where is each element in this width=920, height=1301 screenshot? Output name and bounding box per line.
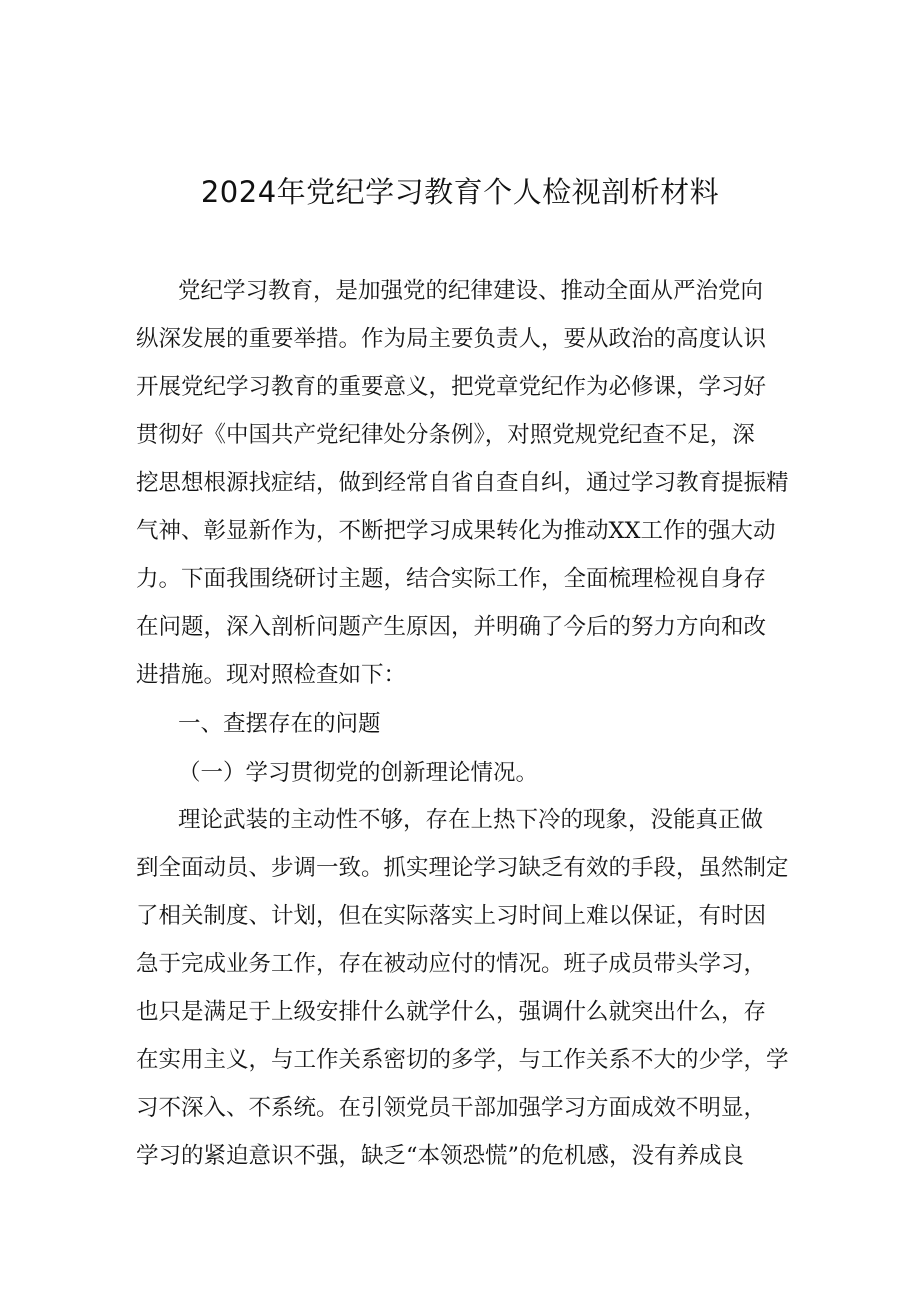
paragraph-line: 理论武装的主动性不够，存在上热下冷的现象，没能真正做 [178, 807, 764, 833]
paragraph-line: 纵深发展的重要举措。作为局主要负责人，要从政治的高度认识 [136, 326, 767, 352]
paragraph-line: 力。下面我围绕研讨主题，结合实际工作，全面梳理检视自身存 [136, 566, 767, 592]
paragraph-line: 开展党纪学习教育的重要意义，把党章党纪作为必修课，学习好 [136, 374, 767, 400]
paragraph-line: 学习的紧迫意识不强，缺乏“本领恐慌”的危机感，没有养成良 [136, 1143, 745, 1169]
paragraph-line: 在问题，深入剖析问题产生原因，并明确了今后的努力方向和改 [136, 614, 767, 640]
subsection-heading: （一）学习贯彻党的创新理论情况。 [178, 760, 539, 786]
document-title: 2024年党纪学习教育个人检视剖析材料 [200, 175, 720, 209]
paragraph-line: 党纪学习教育，是加强党的纪律建设、推动全面从严治党向 [178, 278, 764, 304]
paragraph-line: 进措施。现对照检查如下： [136, 662, 407, 688]
paragraph-line: 习不深入、不系统。在引领党员干部加强学习方面成效不明显， [136, 1095, 767, 1121]
paragraph-line: 在实用主义，与工作关系密切的多学，与工作关系不大的少学，学 [136, 1047, 789, 1073]
paragraph-line: 贯彻好《中国共产党纪律处分条例》，对照党规党纪查不足，深 [136, 422, 755, 448]
paragraph-line: 急于完成业务工作，存在被动应付的情况。班子成员带头学习， [136, 951, 767, 977]
paragraph-line: 了相关制度、计划，但在实际落实上习时间上难以保证，有时因 [136, 903, 767, 929]
section-heading: 一、查摆存在的问题 [178, 711, 381, 737]
paragraph-line: 也只是满足于上级安排什么就学什么，强调什么就突出什么，存 [136, 999, 767, 1025]
paragraph-line: 挖思想根源找症结，做到经常自省自查自纠，通过学习教育提振精 [136, 470, 789, 496]
paragraph-line: 到全面动员、步调一致。抓实理论学习缺乏有效的手段，虽然制定 [136, 855, 789, 881]
paragraph-line: 气神、彰显新作为，不断把学习成果转化为推动XX工作的强大动 [136, 518, 776, 544]
